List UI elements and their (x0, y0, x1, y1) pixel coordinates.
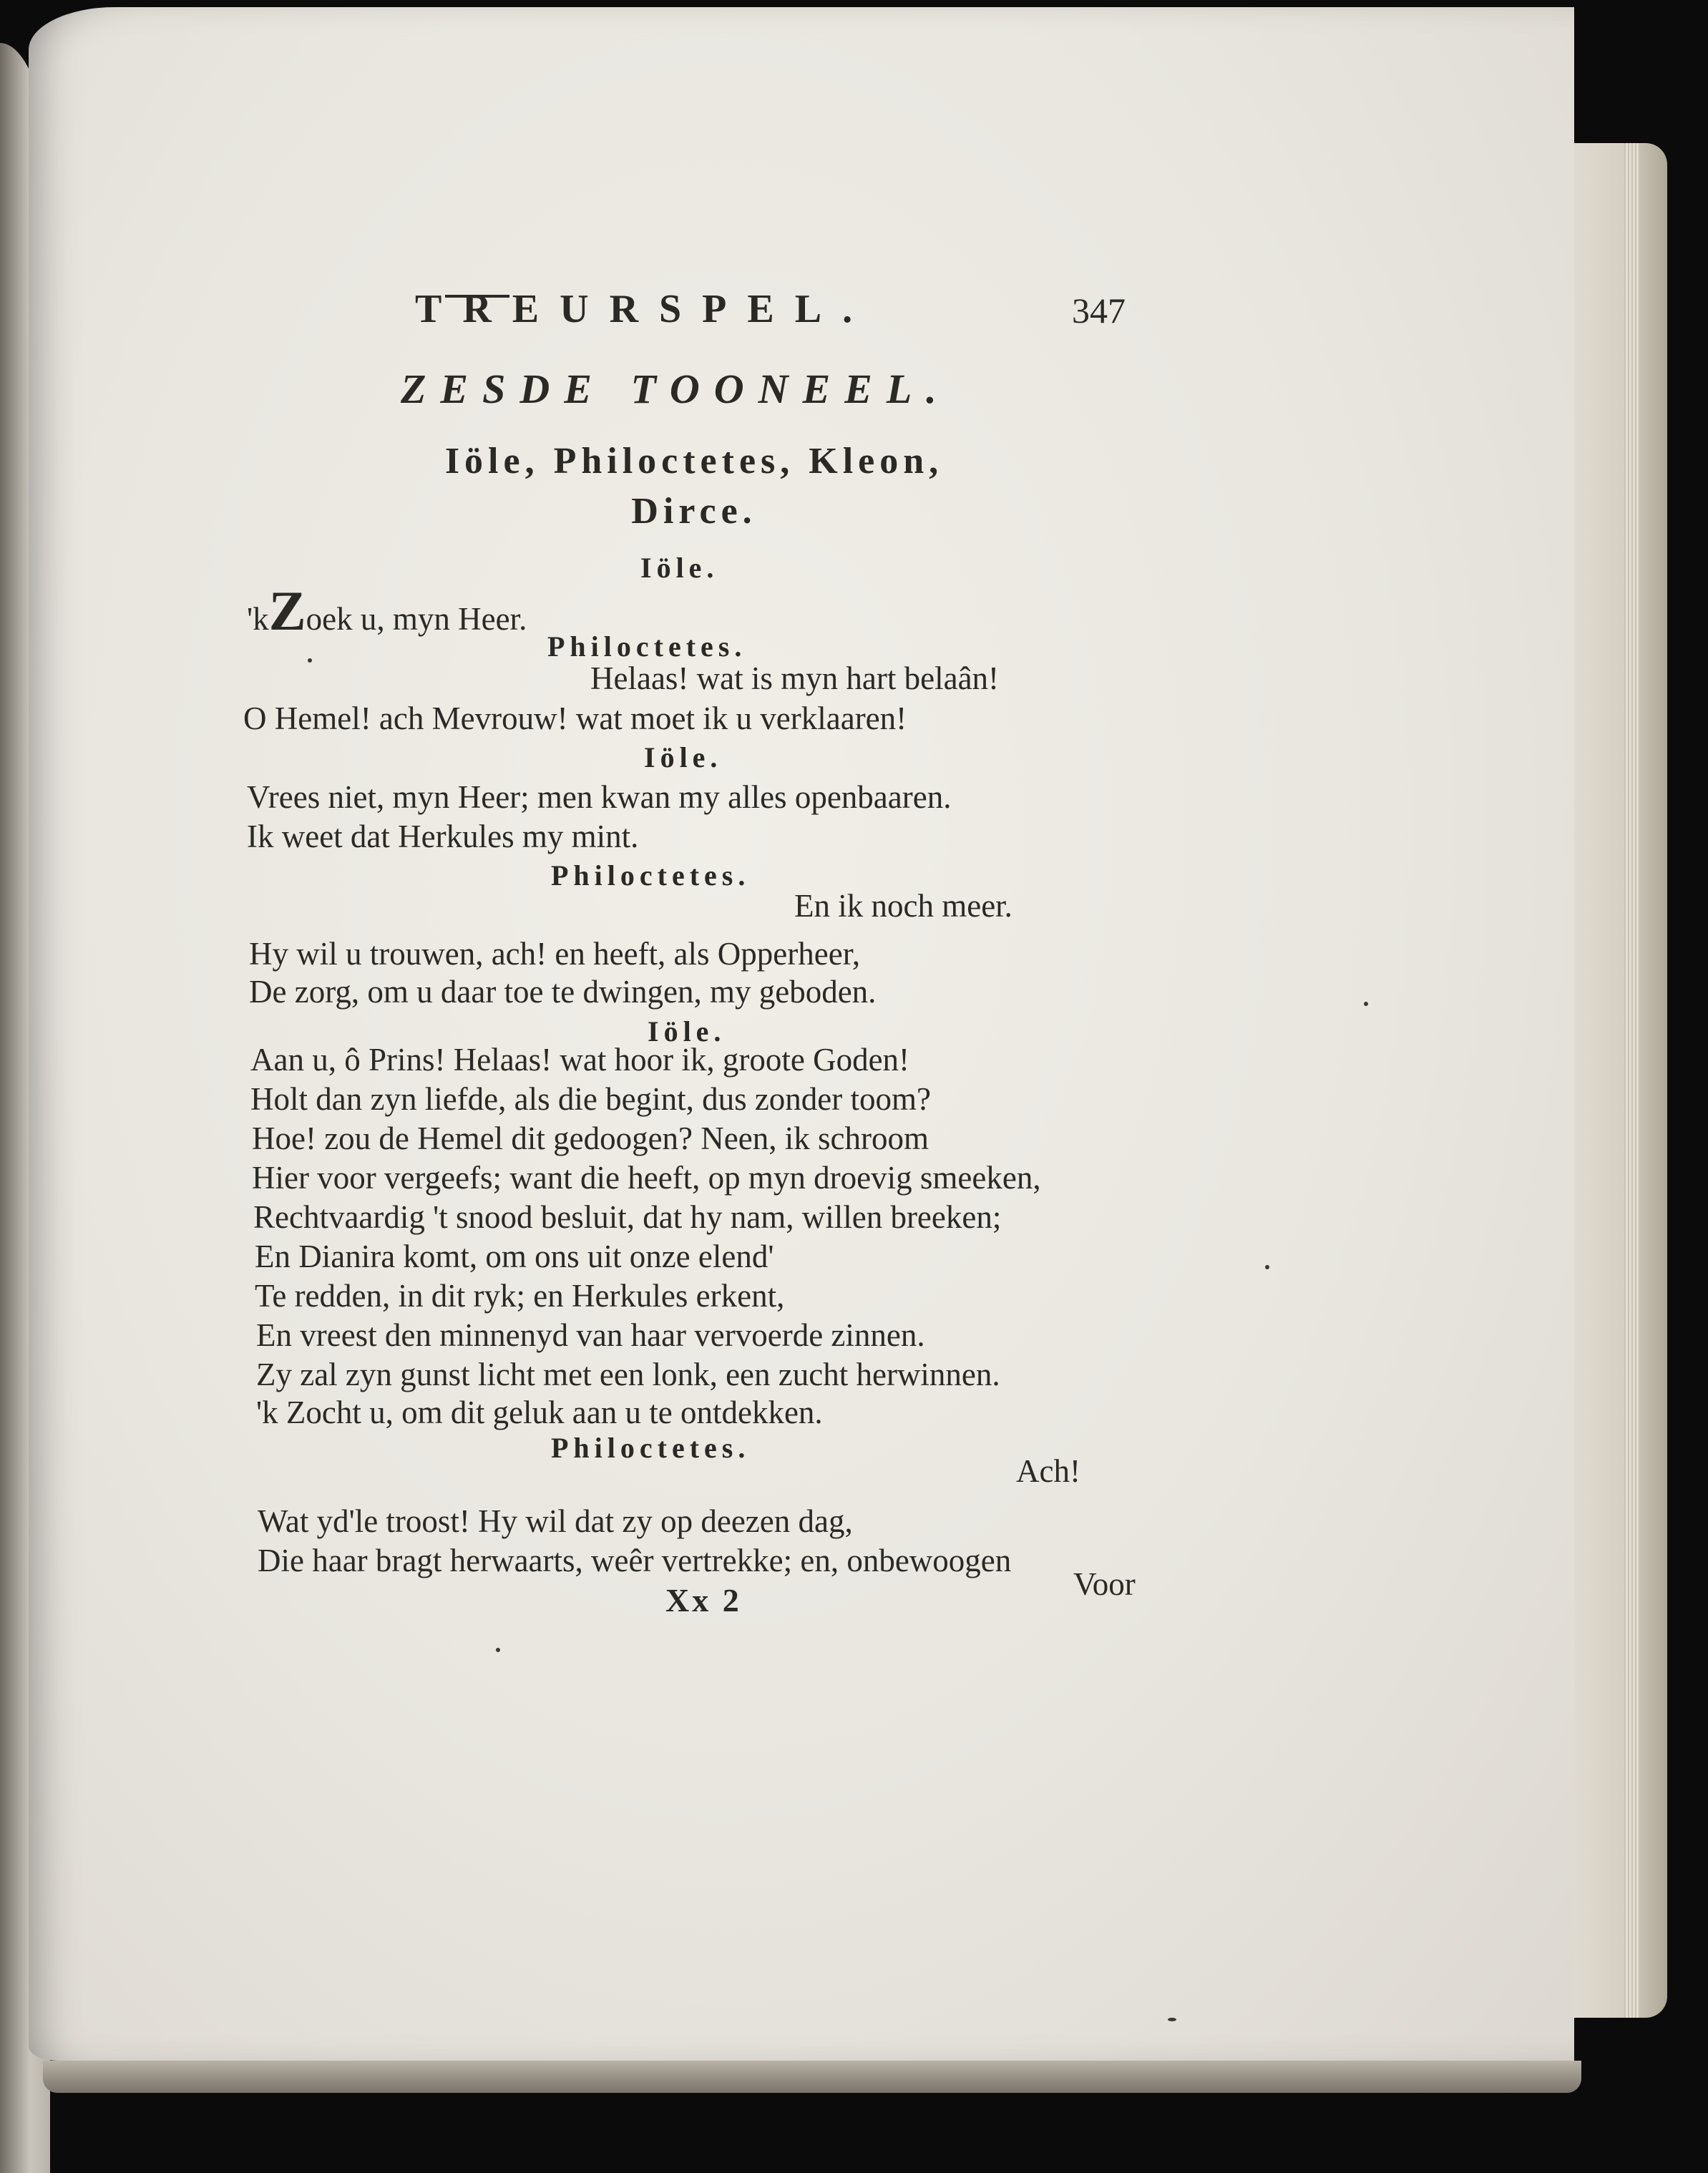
verse-line: Die haar bragt herwaarts, weêr vertrekke; en, onbewoogen (258, 1543, 1012, 1578)
speaker-label: Iöle. (644, 741, 723, 773)
verse-line: Helaas! wat is myn hart belaân! (590, 660, 1000, 696)
speaker-label: Iöle. (648, 1015, 726, 1048)
verse-line: Hy wil u trouwen, ach! en heeft, als Opperheer, (249, 936, 861, 972)
speaker-label: Philoctetes. (551, 1432, 751, 1464)
speaker-label: Philoctetes. (551, 859, 751, 892)
verse-line: Hier voor vergeefs; want die heeft, op myn droevig smeeken, (252, 1160, 1041, 1196)
paper-speck (1364, 1002, 1368, 1006)
paper-speck (1265, 1265, 1269, 1269)
catchword: Voor (1073, 1566, 1136, 1602)
scene-title: ZESDE TOONEEL. (401, 366, 951, 412)
verse-line: Te redden, in dit ryk; en Herkules erkent, (255, 1278, 785, 1314)
verse-line: Zy zal zyn gunst licht met een lonk, een zucht herwinnen. (256, 1357, 1000, 1392)
verse-line: Wat yd'le troost! Hy wil dat zy op deezen dag, (258, 1503, 853, 1539)
verse-rest: oek u, myn Heer. (306, 601, 527, 637)
verse-line: De zorg, om u daar toe te dwingen, my geboden. (249, 974, 877, 1010)
persons-line: Iöle, Philoctetes, Kleon, (444, 441, 944, 482)
persons-line: Dirce. (631, 491, 757, 532)
page-number: 347 (1072, 290, 1126, 331)
verse-line: O Hemel! ach Mevrouw! wat moet ik u verklaaren! (243, 700, 907, 736)
verse-line: Vrees niet, myn Heer; men kwan my alles openbaaren. (247, 779, 952, 815)
verse-line: Ach! (1016, 1453, 1080, 1489)
verse-line: Aan u, ô Prins! Helaas! wat hoor ik, groote Goden! (250, 1042, 910, 1078)
verse-line (247, 580, 527, 642)
verse-line: En Dianira komt, om ons uit onze elend' (255, 1239, 774, 1274)
verse-line: En vreest den minnenyd van haar vervoerde zinnen. (256, 1317, 925, 1353)
paper-speck (496, 1648, 500, 1652)
verse-line: En ik noch meer. (794, 888, 1012, 924)
running-head: TREURSPEL. (415, 287, 874, 331)
verse-line: Hoe! zou de Hemel dit gedoogen? Neen, ik schroom (252, 1120, 929, 1156)
verse-line: Rechtvaardig 't snood besluit, dat hy nam, willen breeken; (253, 1199, 1002, 1235)
dramatis-personae (386, 436, 1002, 537)
verse-prefix: 'k (247, 601, 269, 637)
verse-line: 'k Zocht u, om dit geluk aan u te ontdekken. (256, 1395, 823, 1430)
paper-speck (1168, 2018, 1176, 2021)
initial-letter: Z (268, 580, 306, 642)
speaker-label: Iöle. (640, 552, 719, 584)
verse-line: Holt dan zyn liefde, als die begint, dus zonder toom? (250, 1081, 931, 1117)
verse-line: Ik weet dat Herkules my mint. (247, 819, 639, 854)
signature-mark: Xx 2 (665, 1582, 742, 1618)
speaker-label: Philoctetes. (547, 630, 747, 663)
book-bottom-edge (43, 2061, 1581, 2093)
paper-speck (308, 658, 312, 663)
